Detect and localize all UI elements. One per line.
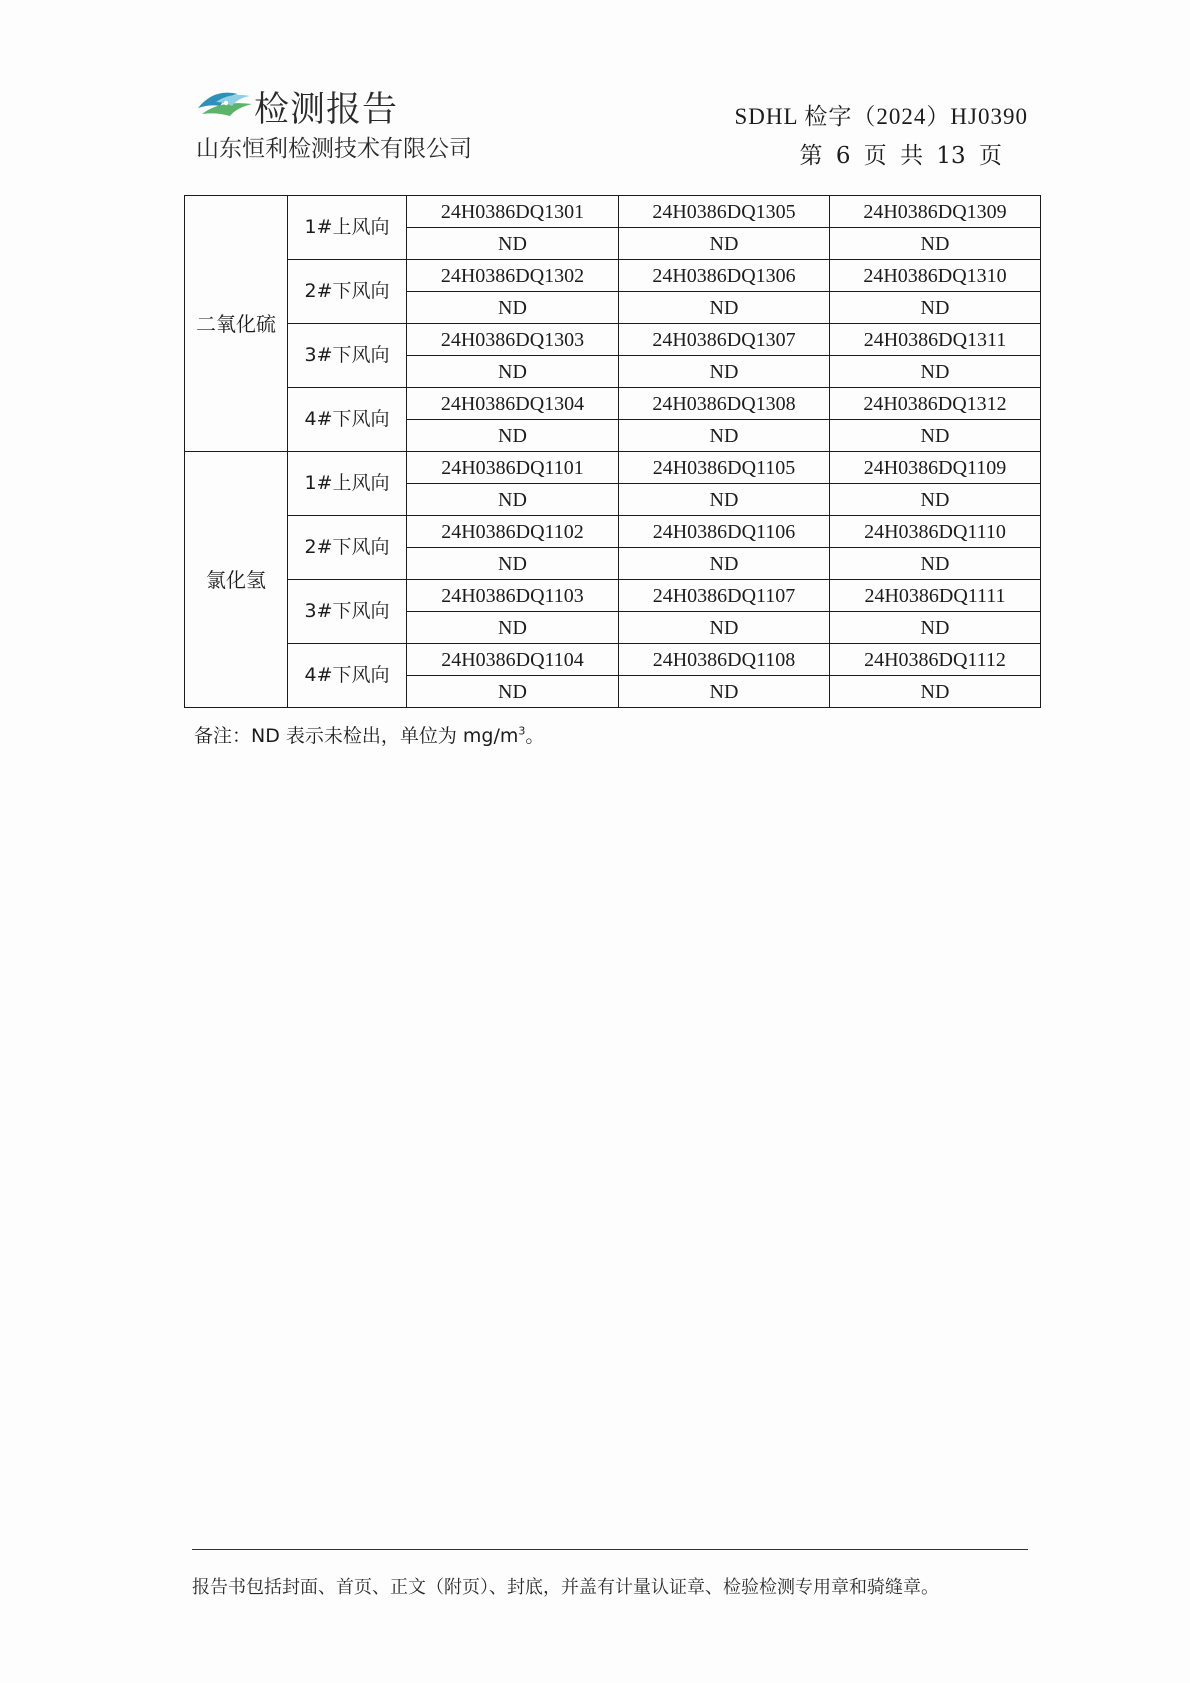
result-cell: ND (830, 612, 1041, 644)
sampling-point-cell: 4#下风向 (288, 388, 407, 452)
footer-divider (192, 1549, 1028, 1550)
remark-text: 备注：ND 表示未检出，单位为 mg/m (194, 725, 519, 747)
sample-code-cell: 24H0386DQ1109 (830, 452, 1041, 484)
result-cell: ND (830, 484, 1041, 516)
result-cell: ND (619, 676, 830, 708)
sample-code-cell: 24H0386DQ1101 (407, 452, 619, 484)
sample-code-cell: 24H0386DQ1112 (830, 644, 1041, 676)
sample-code-cell: 24H0386DQ1307 (619, 324, 830, 356)
sample-code-cell: 24H0386DQ1312 (830, 388, 1041, 420)
sample-code-cell: 24H0386DQ1304 (407, 388, 619, 420)
table-row (185, 324, 1041, 356)
result-cell: ND (619, 228, 830, 260)
sample-code-cell: 24H0386DQ1102 (407, 516, 619, 548)
footer-note: 报告书包括封面、首页、正文（附页）、封底，并盖有计量认证章、检验检测专用章和骑缝章。 (192, 1577, 939, 1598)
sample-code-cell: 24H0386DQ1303 (407, 324, 619, 356)
result-cell: ND (830, 420, 1041, 452)
results-table (184, 195, 1041, 708)
sample-code-cell: 24H0386DQ1107 (619, 580, 830, 612)
pollutant-cell: 氯化氢 (185, 452, 288, 708)
sampling-point-cell: 1#上风向 (288, 452, 407, 516)
sample-code-cell: 24H0386DQ1106 (619, 516, 830, 548)
sample-code-cell: 24H0386DQ1311 (830, 324, 1041, 356)
sample-code-cell: 24H0386DQ1305 (619, 196, 830, 228)
result-cell: ND (407, 612, 619, 644)
sample-code-cell: 24H0386DQ1104 (407, 644, 619, 676)
table-row (185, 388, 1041, 420)
result-cell: ND (407, 292, 619, 324)
result-cell: ND (407, 484, 619, 516)
sample-code-cell: 24H0386DQ1108 (619, 644, 830, 676)
result-cell: ND (407, 676, 619, 708)
sample-code-cell: 24H0386DQ1309 (830, 196, 1041, 228)
sample-code-cell: 24H0386DQ1301 (407, 196, 619, 228)
sample-code-cell: 24H0386DQ1308 (619, 388, 830, 420)
sampling-point-cell: 3#下风向 (288, 324, 407, 388)
sample-code-cell: 24H0386DQ1310 (830, 260, 1041, 292)
result-cell: ND (407, 548, 619, 580)
result-cell: ND (619, 484, 830, 516)
document-code: SDHL 检字（2024）HJ0390 (734, 104, 1028, 129)
remark-end: 。 (525, 725, 545, 747)
page-number: 第 6 页 共 13 页 (799, 143, 1002, 169)
sampling-point-cell: 2#下风向 (288, 260, 407, 324)
report-title: 检测报告 (254, 90, 399, 130)
result-cell: ND (619, 420, 830, 452)
sample-code-cell: 24H0386DQ1103 (407, 580, 619, 612)
result-cell: ND (830, 676, 1041, 708)
table-row (185, 260, 1041, 292)
sampling-point-cell: 3#下风向 (288, 580, 407, 644)
result-cell: ND (619, 612, 830, 644)
sampling-point-cell: 2#下风向 (288, 516, 407, 580)
sample-code-cell: 24H0386DQ1302 (407, 260, 619, 292)
table-row (185, 452, 1041, 484)
result-cell: ND (619, 292, 830, 324)
result-cell: ND (619, 548, 830, 580)
sampling-point-cell: 4#下风向 (288, 644, 407, 708)
sampling-point-cell: 1#上风向 (288, 196, 407, 260)
result-cell: ND (830, 356, 1041, 388)
result-cell: ND (830, 228, 1041, 260)
remark-note (194, 721, 544, 748)
sample-code-cell: 24H0386DQ1306 (619, 260, 830, 292)
result-cell: ND (619, 356, 830, 388)
company-name: 山东恒利检测技术有限公司 (196, 136, 472, 162)
table-row (185, 644, 1041, 676)
sample-code-cell: 24H0386DQ1111 (830, 580, 1041, 612)
table-row (185, 580, 1041, 612)
result-cell: ND (407, 420, 619, 452)
result-cell: ND (830, 548, 1041, 580)
sample-code-cell: 24H0386DQ1105 (619, 452, 830, 484)
company-logo-icon (196, 84, 256, 120)
result-cell: ND (407, 228, 619, 260)
results-table-body (185, 196, 1041, 708)
result-cell: ND (830, 292, 1041, 324)
sample-code-cell: 24H0386DQ1110 (830, 516, 1041, 548)
result-cell: ND (407, 356, 619, 388)
unit-exponent: 3 (518, 724, 526, 738)
table-row (185, 196, 1041, 228)
table-row (185, 516, 1041, 548)
pollutant-cell: 二氧化硫 (185, 196, 288, 452)
